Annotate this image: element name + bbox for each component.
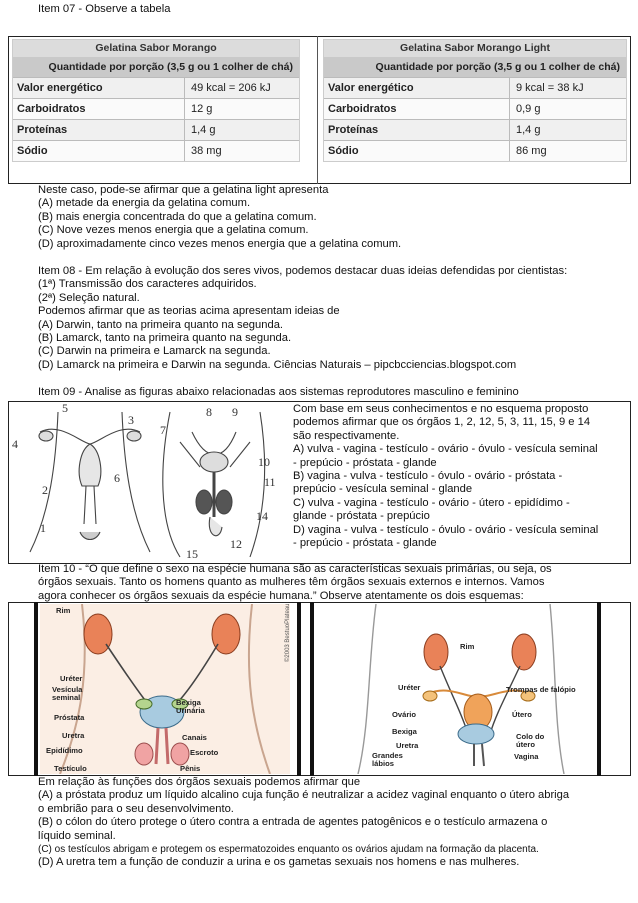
option-c: (C) Nove vezes menos energia que a gelatina comum.	[38, 224, 309, 237]
row-label: Valor energético	[324, 78, 510, 98]
option-b-cont: líquido seminal.	[38, 829, 116, 842]
organ-label: Rim	[460, 642, 475, 651]
option-d: (D) A uretra tem a função de conduzir a urina e os gametas sexuais nos homens e nas mulheres.	[38, 856, 520, 869]
organ-label: Pênis	[180, 764, 201, 773]
organ-label: Grandes lábios	[372, 751, 403, 768]
item08-block	[38, 265, 567, 372]
row-value: 86 mg	[516, 145, 547, 157]
frame-bar	[310, 602, 314, 776]
row-label: Proteínas	[324, 120, 510, 140]
option-a-cont: - prepúcio - próstata - glande	[293, 456, 437, 469]
option-c: (C) Darwin na primeira e Lamarck na segunda.	[38, 345, 271, 358]
table-row	[324, 98, 626, 119]
frame-bar	[597, 602, 601, 776]
row-label: Carboidratos	[13, 99, 185, 119]
item09-question-block	[293, 403, 629, 550]
figure-number: 5	[62, 402, 68, 415]
question-text: Em relação às funções dos órgãos sexuais podemos afirmar que	[38, 776, 361, 788]
figure-number: 15	[186, 547, 198, 561]
figure-number: 10	[258, 455, 270, 469]
option-d-cont: - prepúcio - próstata - glande	[293, 537, 437, 550]
question-text: Podemos afirmar que as teorias acima apresentam ideias de	[38, 305, 340, 318]
organ-label: Testículo	[54, 764, 87, 773]
table-row	[13, 119, 299, 140]
frame-bar	[34, 602, 38, 776]
option-b-cont: prepúcio - vesícula seminal - glande	[293, 483, 473, 496]
table-row	[13, 77, 299, 98]
row-label: Carboidratos	[324, 99, 510, 119]
item08-heading: Item 08 - Em relação à evolução dos seres vivos, podemos destacar duas ideias defendidas por cientistas:	[38, 265, 568, 277]
copyright-notice: ©2003 BestuoPlateau	[285, 603, 291, 662]
option-d: D) vagina - vulva - testículo - óvulo - ovário - vesícula seminal	[293, 523, 599, 536]
table-row	[13, 98, 299, 119]
reproductive-systems-figure	[10, 402, 290, 562]
option-b: (B) mais energia concentrada do que a gelatina comum.	[38, 210, 317, 223]
table-title: Gelatina Sabor Morango	[13, 40, 299, 57]
option-d: (D) aproximadamente cinco vezes menos energia que a gelatina comum.	[38, 237, 402, 250]
option-a: (A) metade da energia da gelatina comum.	[38, 197, 251, 210]
organ-label: Bexiga Urinária	[176, 698, 205, 715]
organ-label: Uréter	[60, 674, 83, 683]
option-a-cont: o embrião para o seu desenvolvimento.	[38, 802, 234, 815]
item09-heading: Item 09 - Analise as figuras abaixo relacionadas aos sistemas reprodutores masculino e feminino	[38, 386, 519, 398]
row-value: 1,4 g	[191, 124, 216, 136]
row-label: Valor energético	[13, 78, 185, 98]
item07-question-block	[38, 184, 401, 251]
question-text: são respectivamente.	[293, 429, 400, 442]
table-row	[324, 77, 626, 98]
item10-question-block	[38, 776, 569, 870]
option-c-cont: glande - próstata - prepúcio	[293, 510, 430, 523]
figure-number: 12	[230, 537, 242, 551]
figure-number: 3	[128, 413, 134, 427]
idea-1: (1ª) Transmissão dos caracteres adquiridos.	[38, 278, 257, 291]
table-subtitle: Quantidade por porção (3,5 g ou 1 colher de chá)	[324, 57, 626, 77]
figure-number: 6	[114, 471, 120, 485]
tables-divider	[317, 36, 318, 184]
intro-line: agora conhecer os órgãos sexuais da espécie humana.” Observe atentamente os dois esquemas:	[38, 589, 524, 602]
organ-label: Rim	[56, 606, 71, 615]
row-value: 1,4 g	[516, 124, 541, 136]
row-value: 38 mg	[191, 145, 222, 157]
figure-number: 1	[40, 521, 46, 535]
question-text: podemos afirmar que os órgãos 1, 2, 12, 5, 3, 11, 15, 9 e 14	[293, 416, 591, 429]
organ-label: Uretra	[396, 741, 419, 750]
male-system-drawing	[163, 412, 265, 557]
option-a: (A) a próstata produz um líquido alcalino cuja função é neutralizar a acidez vaginal enquanto o útero abriga	[38, 789, 570, 802]
row-label: Sódio	[13, 141, 185, 161]
figure-number: 8	[206, 405, 212, 419]
organ-label: Ovário	[392, 710, 417, 719]
intro-line: órgãos sexuais. Tanto os homens quanto as mulheres têm órgãos sexuais externos e internos. Vamos	[38, 576, 545, 589]
intro-line: Item 10 - “O que define o sexo na espécie humana são as características sexuais primárias, ou seja, os	[38, 563, 552, 575]
option-b: (B) o cólon do útero protege o útero contra a entrada de agentes patogênicos e o testículo armazena o	[38, 816, 548, 829]
nutrition-table-light	[323, 39, 627, 162]
organ-label: Uréter	[398, 683, 421, 692]
table-row	[13, 140, 299, 161]
organ-label: Útero	[512, 710, 532, 719]
figure-number: 9	[232, 405, 238, 419]
row-value: 0,9 g	[516, 103, 541, 115]
nutrition-table-regular	[12, 39, 300, 162]
organ-label: Canais	[182, 733, 207, 742]
item07-heading: Item 07 - Observe a tabela	[38, 3, 171, 15]
row-label: Proteínas	[13, 120, 185, 140]
table-subtitle: Quantidade por porção (3,5 g ou 1 colher de chá)	[13, 57, 299, 77]
figure-number: 2	[42, 483, 48, 497]
organ-label: Próstata	[54, 713, 85, 722]
row-value: 12 g	[191, 103, 213, 115]
organ-label: Colo do útero	[516, 732, 545, 749]
option-a: (A) Darwin, tanto na primeira quanto na segunda.	[38, 318, 284, 331]
row-label: Sódio	[324, 141, 510, 161]
table-title: Gelatina Sabor Morango Light	[324, 40, 626, 57]
figure-number: 7	[160, 423, 166, 437]
question-text: Neste caso, pode-se afirmar que a gelatina light apresenta	[38, 184, 329, 196]
option-a: A) vulva - vagina - testículo - ovário - óvulo - vesícula seminal	[293, 443, 598, 456]
row-value: 9 kcal = 38 kJ	[516, 82, 584, 94]
figure-number: 11	[264, 475, 276, 489]
female-system-drawing	[30, 412, 150, 552]
organ-label: Uretra	[62, 731, 85, 740]
organ-label: Bexiga	[392, 727, 417, 736]
organ-label: Vagina	[514, 752, 539, 761]
option-d: (D) Lamarck na primeira e Darwin na segunda. Ciências Naturais – pipcbcciencias.blogspot.com	[38, 358, 517, 371]
organ-label: Epidídimo	[46, 746, 83, 755]
idea-2: (2ª) Seleção natural.	[38, 291, 140, 304]
option-b: B) vagina - vulva - testículo - óvulo - ovário - próstata -	[293, 470, 563, 483]
option-c: C) vulva - vagina - testículo - ovário - útero - epidídimo -	[293, 496, 570, 509]
question-text: Com base em seus conhecimentos e no esquema proposto	[293, 403, 589, 415]
figure-number: 4	[12, 437, 18, 451]
table-row	[324, 119, 626, 140]
row-value: 49 kcal = 206 kJ	[191, 82, 271, 94]
item10-intro	[38, 563, 552, 603]
organ-label: Escroto	[190, 748, 219, 757]
figure-number: 14	[256, 509, 268, 523]
organ-label: Vesícula seminal	[52, 685, 83, 702]
option-b: (B) Lamarck, tanto na primeira quanto na segunda.	[38, 332, 292, 345]
frame-bar	[297, 602, 301, 776]
organ-label: Trompas de falópio	[506, 685, 576, 694]
table-row	[324, 140, 626, 161]
option-c: (C) os testículos abrigam e protegem os espermatozoides enquanto os ovários ajudam na formação da placenta.	[38, 844, 539, 856]
